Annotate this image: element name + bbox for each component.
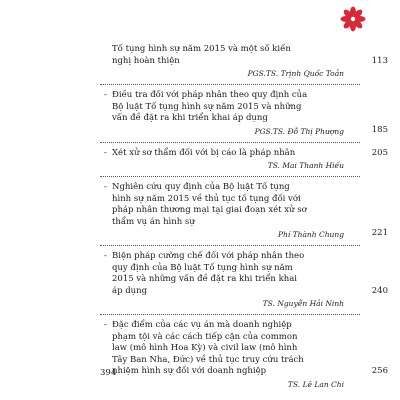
title-line: phạm tội và các cách tiếp cận của common: [112, 331, 298, 342]
entry-page-number: 240: [371, 285, 388, 296]
entry-page-number: 185: [371, 124, 388, 135]
entry-head: [104, 44, 388, 67]
title-line: Đặc điểm của các vụ án mà doanh nghiệp: [112, 320, 292, 330]
entry-divider: [100, 142, 360, 143]
entry-author: TS. Lê Lan Chi: [287, 379, 344, 389]
title-line: vấn đề đặt ra khi triển khai áp dụng: [112, 113, 268, 123]
title-line: thẩm vụ án hình sự: [112, 216, 195, 227]
title-line: nhiệm hình sự đối với doanh nghiệp: [112, 366, 267, 376]
entry-divider: [100, 176, 360, 177]
entry-page-number: 205: [371, 147, 388, 158]
toc-entry: [104, 320, 388, 390]
title-line: law (mô hình Hoa Kỳ) và civil law (mô hình: [112, 343, 298, 353]
entry-title: [112, 148, 344, 160]
entry-author: TS. Nguyễn Hải Ninh: [262, 299, 344, 308]
entry-divider: [100, 314, 360, 315]
entry-head: [104, 251, 388, 297]
entry-author: PGS.TS. Trịnh Quốc Toản: [247, 69, 344, 78]
title-line: Tây Ban Nha, Đức) về thủ tục truy cứu trách: [112, 354, 304, 365]
title-line: Biện pháp cưỡng chế đối với pháp nhân theo: [112, 251, 305, 261]
entry-author: Phí Thành Chung: [277, 230, 344, 239]
entry-dash: -: [104, 320, 107, 330]
entry-author: PGS.TS. Đỗ Thị Phượng: [254, 126, 344, 136]
flower-ornament-icon: [340, 6, 366, 32]
title-line: Bộ luật Tố tụng hình sự năm 2015 và những: [112, 101, 302, 112]
entry-head: [104, 320, 388, 378]
toc-entry: [104, 147, 388, 172]
entry-dash: -: [104, 90, 107, 100]
title-line: quy định của Bộ luật Tố tụng hình sự năm: [112, 262, 293, 273]
entry-dash: -: [104, 251, 107, 261]
title-line: hình sự năm 2015 về thủ tục tố tụng đối với: [112, 193, 301, 204]
entry-page-number: 113: [371, 55, 388, 66]
title-line: Tố tụng hình sự năm 2015 và một số kiến: [112, 44, 291, 54]
toc-entry: [104, 44, 388, 79]
title-line: Xét xử sơ thẩm đối với bị cáo là pháp nhân: [112, 147, 296, 158]
entry-dash: -: [104, 182, 107, 192]
title-line: 2015 và những vấn đề đặt ra khi triển khai: [112, 274, 298, 284]
entry-title: [112, 320, 344, 378]
entry-dash: -: [104, 147, 107, 158]
entry-divider: [100, 84, 360, 85]
toc-entry: [104, 182, 388, 240]
entry-title: [112, 90, 344, 125]
page-folio-number: 394: [100, 368, 117, 378]
entry-author: TS. Mai Thanh Hiếu: [267, 161, 344, 170]
entry-divider: [100, 245, 360, 246]
table-of-contents: [104, 44, 388, 395]
title-line: Nghiên cứu quy định của Bộ luật Tố tụng: [112, 182, 290, 192]
entry-head: [104, 147, 388, 160]
entry-title: [112, 182, 344, 228]
entry-page-number: 256: [371, 366, 388, 376]
toc-entry: [104, 90, 388, 137]
title-line: pháp nhân thương mại tại giai đoạn xét xử sơ: [112, 205, 307, 215]
entry-page-number: 221: [371, 228, 388, 238]
entry-title: [112, 251, 344, 297]
title-line: áp dụng: [112, 285, 148, 296]
title-line: Điều tra đối với pháp nhân theo quy định của: [112, 90, 308, 100]
entry-title: [112, 44, 344, 67]
title-line: nghị hoàn thiện: [112, 55, 180, 66]
toc-entry: [104, 251, 388, 309]
